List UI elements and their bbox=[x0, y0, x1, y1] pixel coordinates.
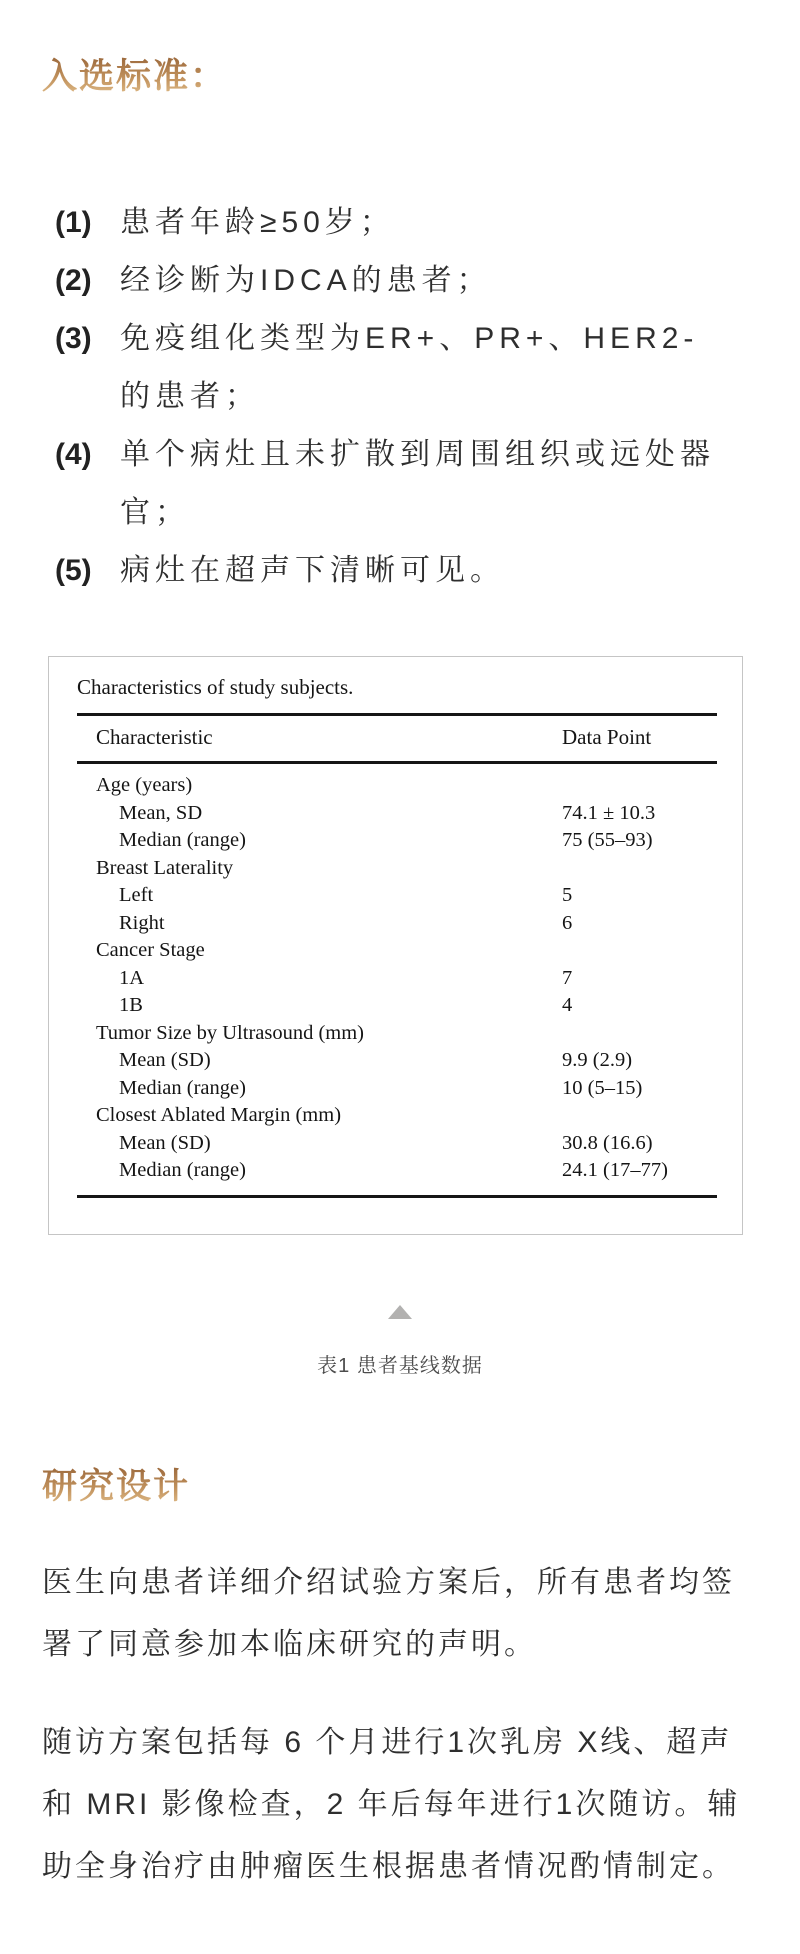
row-value: 9.9 (2.9) bbox=[562, 1049, 633, 1071]
article-page bbox=[0, 54, 800, 1898]
table-row bbox=[77, 800, 717, 828]
table-row bbox=[77, 855, 717, 883]
column-header-characteristic: Characteristic bbox=[96, 725, 213, 749]
section-title-study-design: 研究设计 bbox=[42, 1464, 190, 1510]
table-row bbox=[77, 937, 717, 965]
row-label: Mean (SD) bbox=[119, 1131, 211, 1154]
table-row bbox=[77, 910, 717, 938]
table-row bbox=[77, 882, 717, 910]
criteria-list bbox=[0, 194, 800, 600]
criteria-number: (4) bbox=[55, 438, 92, 471]
column-header-data-point: Data Point bbox=[562, 725, 652, 749]
criteria-item bbox=[0, 194, 800, 252]
table-row bbox=[77, 992, 717, 1020]
row-value: 6 bbox=[562, 911, 573, 934]
study-subjects-table-card bbox=[48, 656, 743, 1235]
row-value: 5 bbox=[562, 884, 573, 906]
table-title: Characteristics of study subjects. bbox=[77, 675, 354, 699]
table-rule-header bbox=[77, 761, 717, 764]
table-row bbox=[77, 1102, 717, 1130]
row-value: 10 (5–15) bbox=[562, 1076, 643, 1099]
row-label: 1B bbox=[119, 994, 143, 1016]
table-row bbox=[77, 1075, 717, 1103]
row-value bbox=[562, 1020, 717, 1048]
table-header-row bbox=[77, 716, 717, 761]
criteria-text: 单个病灶且未扩散到周围组织或远处器官； bbox=[120, 438, 715, 529]
table-row bbox=[77, 965, 717, 993]
row-value bbox=[562, 772, 717, 800]
row-value bbox=[562, 1102, 717, 1130]
criteria-number: (1) bbox=[55, 206, 92, 239]
row-label: Mean, SD bbox=[119, 801, 203, 824]
table-row bbox=[77, 827, 717, 855]
table-rule-bottom bbox=[77, 1195, 717, 1198]
criteria-number: (5) bbox=[55, 554, 92, 587]
row-label: Median (range) bbox=[119, 1159, 246, 1181]
criteria-text: 经诊断为IDCA的患者； bbox=[120, 264, 492, 297]
row-value: 30.8 (16.6) bbox=[562, 1131, 653, 1154]
row-label: Median (range) bbox=[119, 829, 246, 851]
criteria-text: 患者年龄≥50岁； bbox=[120, 206, 395, 239]
table-caption: 表1 患者基线数据 bbox=[317, 1354, 483, 1377]
paragraph-followup: 随访方案包括每 6 个月进行1次乳房 X线、超声和 MRI 影像检查，2 年后每年进行1次随访。辅助全身治疗由肿瘤医生根据患者情况酌情制定。 bbox=[42, 1725, 741, 1883]
row-label: Age (years) bbox=[96, 774, 193, 796]
criteria-item bbox=[0, 252, 800, 310]
row-value: 4 bbox=[562, 994, 573, 1016]
row-label: Tumor Size by Ultrasound (mm) bbox=[96, 1021, 365, 1044]
criteria-item bbox=[0, 542, 800, 600]
row-label: Closest Ablated Margin (mm) bbox=[96, 1104, 342, 1126]
criteria-number: (3) bbox=[55, 322, 92, 355]
row-value: 74.1 ± 10.3 bbox=[562, 801, 656, 824]
table-row bbox=[77, 772, 717, 800]
row-value bbox=[562, 855, 717, 883]
criteria-item bbox=[0, 426, 800, 542]
row-value: 75 (55–93) bbox=[562, 829, 653, 851]
table-body bbox=[77, 772, 717, 1185]
row-label: Left bbox=[119, 884, 154, 906]
table-row bbox=[77, 1130, 717, 1158]
row-label: Cancer Stage bbox=[96, 939, 205, 961]
row-value: 24.1 (17–77) bbox=[562, 1159, 668, 1181]
section-title-inclusion-criteria: 入选标准： bbox=[42, 54, 227, 100]
criteria-item bbox=[0, 310, 800, 426]
paragraph-consent: 医生向患者详细介绍试验方案后，所有患者均签署了同意参加本临床研究的声明。 bbox=[42, 1565, 735, 1661]
row-label: 1A bbox=[119, 966, 145, 989]
section-study-design-heading-wrap bbox=[0, 1464, 800, 1510]
triangle-up-icon bbox=[388, 1305, 412, 1319]
table-row bbox=[77, 1020, 717, 1048]
table-row bbox=[77, 1157, 717, 1185]
row-value bbox=[562, 937, 717, 965]
criteria-text: 免疫组化类型为ER+、PR+、HER2-的患者； bbox=[120, 322, 699, 413]
row-label: Median (range) bbox=[119, 1076, 246, 1099]
criteria-number: (2) bbox=[55, 264, 92, 297]
table-row bbox=[77, 1047, 717, 1075]
row-label: Breast Laterality bbox=[96, 856, 234, 879]
criteria-text: 病灶在超声下清晰可见。 bbox=[120, 554, 505, 587]
row-value: 7 bbox=[562, 966, 573, 989]
row-label: Right bbox=[119, 911, 165, 934]
section-inclusion-criteria-heading-wrap bbox=[0, 54, 800, 100]
row-label: Mean (SD) bbox=[119, 1049, 211, 1071]
